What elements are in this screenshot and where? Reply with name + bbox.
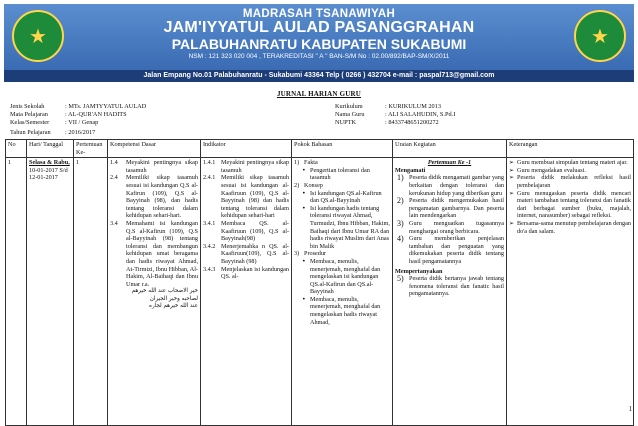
cell-activities bbox=[393, 158, 507, 426]
indicator-item bbox=[203, 174, 289, 220]
topic-bullet bbox=[294, 296, 390, 326]
arabic-hadith-line: خير الاصحاب عند الله خيرهم bbox=[131, 288, 198, 295]
header-indicator: Indikator bbox=[201, 140, 292, 158]
activity-step-number: 1) bbox=[397, 173, 404, 183]
topic-title: Fakta bbox=[304, 159, 318, 167]
info-value: : ALI SALAHUDIN, S.Pd.I bbox=[385, 111, 456, 118]
competence-number: 3.4 bbox=[110, 219, 118, 227]
header-day-date: Hari/ Tanggal bbox=[27, 140, 74, 158]
activity-section-title: Mengamati bbox=[395, 166, 426, 174]
topic-title: Prosedur bbox=[304, 250, 326, 258]
cell-indicator bbox=[201, 158, 292, 426]
competence-text: Memahami isi kandungan Q.S al-Kafirun (109), Q.S al-Bayyinah (98) tentang toleransi dan membangun kehidupan umat beragama dan hadis riwayat Ahmad, At-Tirmizi, Ibnu Hibban, Al-Hakim, Al-Baihaqi dan Ibnu Umar r.a. bbox=[126, 219, 198, 288]
indicator-number: 3.4.3 bbox=[203, 265, 216, 273]
indicator-text: Menerjemahka n QS. al- Kaafiruun(109), Q.S al-Bayyinah (98) bbox=[221, 242, 289, 265]
indicator-text: Meyakini pentingnya sikap tasamuh bbox=[221, 159, 289, 174]
topic-number: 2) bbox=[294, 181, 300, 189]
indicator-text: Membaca QS. al- Kaafiruun (109), Q.S al-Bayyinah(98) bbox=[221, 219, 289, 243]
topic-bullet-text: Membaca, menulis, menerjemah, menghafal dan mengelaskan isi kandungan QS.al-Kafirun dan QS.al-Bayyinah bbox=[310, 257, 381, 296]
cell-basic-competence bbox=[108, 158, 201, 426]
activity-step-text: Guru menguatkan tugasannya menghargai orang berbicara. bbox=[409, 219, 504, 235]
activity-heading: Pertemuan Ke -1 bbox=[427, 159, 472, 167]
indicator-text: Menjelaskan isi kandungan QS. al- bbox=[221, 265, 289, 281]
topic-bullet bbox=[294, 190, 390, 205]
star-emblem-icon: ★ bbox=[29, 24, 47, 48]
cell-day-date bbox=[27, 158, 74, 426]
indicator-text: Memiliki sikap tasamuh sesuai isi kandungan al- Kaafiruun (109), Q.S al-Bayyinah (98) dan hadis tentang toleransi dalam kehidupan sehari-hari bbox=[221, 174, 289, 220]
star-emblem-icon: ★ bbox=[591, 24, 609, 48]
note-text: Guru mengadakan evaluasi. bbox=[517, 166, 586, 174]
bullet-icon: • bbox=[302, 295, 306, 303]
letterhead-location: PALABUHANRATU KABUPATEN SUKABUMI bbox=[171, 36, 467, 52]
activity-step bbox=[395, 275, 504, 298]
cell-no bbox=[6, 158, 27, 426]
competence-text: Memiliki sikap tasamuh sesuai isi kandungan Q.S al-Kafirun (109), Q.S al-Bayyinah (98), dan hadis tentang toleransi dalam kehidupan sehari-hari. bbox=[126, 174, 198, 220]
topic-bullet-text: Isi kandungan hadis tentang toleransi riwayat Ahmad, Turmudzi, Ibnu Hibban, Hakim, Baihaqi dari Ibnu Umar RA dan hadis riwayat Muslim dari Anas bin Malik bbox=[310, 204, 390, 250]
header-notes: Keterangan bbox=[507, 140, 634, 158]
document-title: JURNAL HARIAN GURU bbox=[276, 90, 362, 98]
row-day: Selasa & Rabu, bbox=[29, 159, 70, 167]
topic-item bbox=[294, 182, 390, 190]
competence-item bbox=[110, 159, 198, 174]
cell-main-topic bbox=[292, 158, 393, 426]
topic-item bbox=[294, 250, 390, 258]
info-value: : 8433748651200272 bbox=[385, 119, 439, 126]
competence-item bbox=[110, 220, 198, 288]
activity-step bbox=[395, 197, 504, 220]
activity-step bbox=[395, 174, 504, 197]
activity-step-number: 5) bbox=[397, 274, 404, 284]
header-basic-competence: Kompetensi Dasar bbox=[108, 140, 201, 158]
info-value: : VII / Genap bbox=[65, 119, 99, 126]
arrow-bullet-icon: ➢ bbox=[509, 159, 515, 167]
row-number: 1 bbox=[8, 159, 12, 167]
topic-bullet-text: Membaca, menulis, menerjemah, menghafal dan mengelaskan hadis riwayat Ahmad, bbox=[310, 295, 381, 326]
info-value: : 2016/2017 bbox=[65, 129, 96, 136]
indicator-number: 2.4.1 bbox=[203, 174, 216, 182]
info-value: : AL-QUR'AN HADITS bbox=[65, 111, 127, 118]
indicator-item bbox=[203, 243, 289, 266]
note-item bbox=[509, 190, 631, 220]
topic-item bbox=[294, 159, 390, 167]
note-item bbox=[509, 174, 631, 189]
competence-number: 1.4 bbox=[110, 159, 118, 167]
indicator-number: 3.4.2 bbox=[203, 242, 216, 250]
bullet-icon: • bbox=[302, 166, 306, 174]
letterhead-school-type: MADRASAH TSANAWIYAH bbox=[242, 8, 396, 20]
topic-bullet bbox=[294, 258, 390, 296]
topic-bullet bbox=[294, 167, 390, 182]
note-text: Guru membuat simpulan tentang materi ajar. bbox=[517, 159, 628, 167]
activity-step-text: Peserta didik bertanya jawab tentang fenomena toleransi dan fanatic hasil pengamatannya. bbox=[409, 275, 504, 298]
letterhead bbox=[4, 4, 634, 82]
topic-bullet-text: Isi kandungan QS.al-Kafirun dan QS.al-Bayyinah bbox=[310, 189, 382, 205]
row-dates: 10-01-2017 S/d 12-01-2017 bbox=[29, 166, 68, 182]
info-label: Kurikulum bbox=[335, 103, 363, 110]
arabic-hadith-line: لصاحبه وخير الجيران bbox=[149, 295, 198, 302]
activity-step bbox=[395, 235, 504, 265]
info-label: Kelas/Semester bbox=[10, 119, 50, 126]
topic-number: 3) bbox=[294, 250, 300, 258]
journal-table bbox=[5, 139, 634, 426]
header-activities: Uraian Kegiatan bbox=[393, 140, 507, 158]
competence-number: 2.4 bbox=[110, 174, 118, 182]
arrow-bullet-icon: ➢ bbox=[509, 189, 515, 197]
info-label: Nama Guru bbox=[335, 111, 365, 118]
activity-step-number: 2) bbox=[397, 196, 404, 206]
info-label: Jenis Sekolah bbox=[10, 103, 45, 110]
cell-notes bbox=[507, 158, 634, 426]
letterhead-address: Jalan Empang No.01 Palabuhanratu - Sukabumi 43364 Telp ( 0266 ) 432704 e-mail : paspal713@gmail.com bbox=[4, 70, 634, 82]
header-no: No bbox=[6, 140, 27, 158]
activity-step-number: 3) bbox=[397, 218, 404, 228]
table-header-row bbox=[6, 140, 634, 158]
letterhead-school-name: JAM'IYYATUL AULAD PASANGGRAHAN bbox=[163, 19, 475, 36]
note-item bbox=[509, 159, 631, 167]
page-number: 1 bbox=[628, 405, 632, 413]
bullet-icon: • bbox=[302, 257, 306, 265]
bullet-icon: • bbox=[302, 189, 306, 197]
competence-text: Meyakini pentingnya sikap tasamuh bbox=[126, 159, 198, 174]
arabic-hadith-line: عند الله خيرهم لجاره bbox=[149, 303, 198, 310]
info-label: Mata Pelajaran bbox=[10, 111, 48, 118]
note-text: Peserta didik melakukan refleksi hasil pembelajaran bbox=[517, 174, 631, 189]
header-meeting: Pertemuan Ke- bbox=[74, 140, 108, 158]
indicator-item bbox=[203, 220, 289, 243]
activity-step bbox=[395, 220, 504, 235]
arrow-bullet-icon: ➢ bbox=[509, 219, 515, 227]
indicator-number: 3.4.1 bbox=[203, 219, 216, 227]
note-item bbox=[509, 220, 631, 235]
table-row bbox=[6, 158, 634, 426]
info-label: Tahun Pelajaran bbox=[10, 129, 51, 136]
info-left-block bbox=[10, 102, 290, 142]
topic-title: Konsep bbox=[304, 181, 323, 189]
activity-step-text: Peserta didik mengamati gambar yang berkaitan dengan toleransi dan kerukunan hidup yang diberikan guru bbox=[409, 174, 504, 197]
cell-meeting bbox=[74, 158, 108, 426]
competence-item bbox=[110, 174, 198, 220]
row-meeting: 1 bbox=[76, 159, 80, 167]
note-text: Bersama-sama menutup pembelajaran dengan do'a dan salam. bbox=[517, 219, 631, 235]
topic-bullet bbox=[294, 205, 390, 251]
indicator-number: 1.4.1 bbox=[203, 159, 216, 167]
info-value: : KURIKULUM 2013 bbox=[385, 103, 441, 110]
info-value: : MTs. JAM'IYYATUL AULAD bbox=[65, 103, 147, 110]
header-main-topic: Pokok Bahasan bbox=[292, 140, 393, 158]
indicator-item bbox=[203, 266, 289, 281]
activity-step-number: 4) bbox=[397, 234, 404, 244]
info-right-block bbox=[335, 102, 625, 132]
letterhead-accreditation: NSM : 121 323 020 004 , TERAKREDITASI " A " BAN-S/M No : 02.00/892/BAP-SM/X/2011 bbox=[188, 53, 450, 60]
note-text: Guru menugaskan peserta didik mencari materi tambahan tentang toleransi dan fanatik dari berbagai sumber (buku, majalah, internet, narasumber) sebagai refleksi. bbox=[517, 189, 631, 220]
activity-step-text: Peserta didik mengemukakan hasil pengamatan gambarnya. Dan peserta lain mendengarkan bbox=[409, 197, 504, 220]
topic-bullet-text: Pengertian toleransi dan tasamuh bbox=[310, 166, 370, 182]
indicator-item bbox=[203, 159, 289, 174]
note-item bbox=[509, 167, 631, 175]
bullet-icon: • bbox=[302, 204, 306, 212]
activity-section-title: Mempertanyakan bbox=[395, 267, 443, 275]
arrow-bullet-icon: ➢ bbox=[509, 166, 515, 174]
info-label: NUPTK bbox=[335, 119, 356, 126]
arrow-bullet-icon: ➢ bbox=[509, 174, 515, 182]
activity-step-text: Guru memberikan penjelasan tambahan dan penguatan yang dikemukakan peserta didik tentang hasil pengamatannya bbox=[409, 235, 504, 265]
topic-number: 1) bbox=[294, 159, 300, 167]
